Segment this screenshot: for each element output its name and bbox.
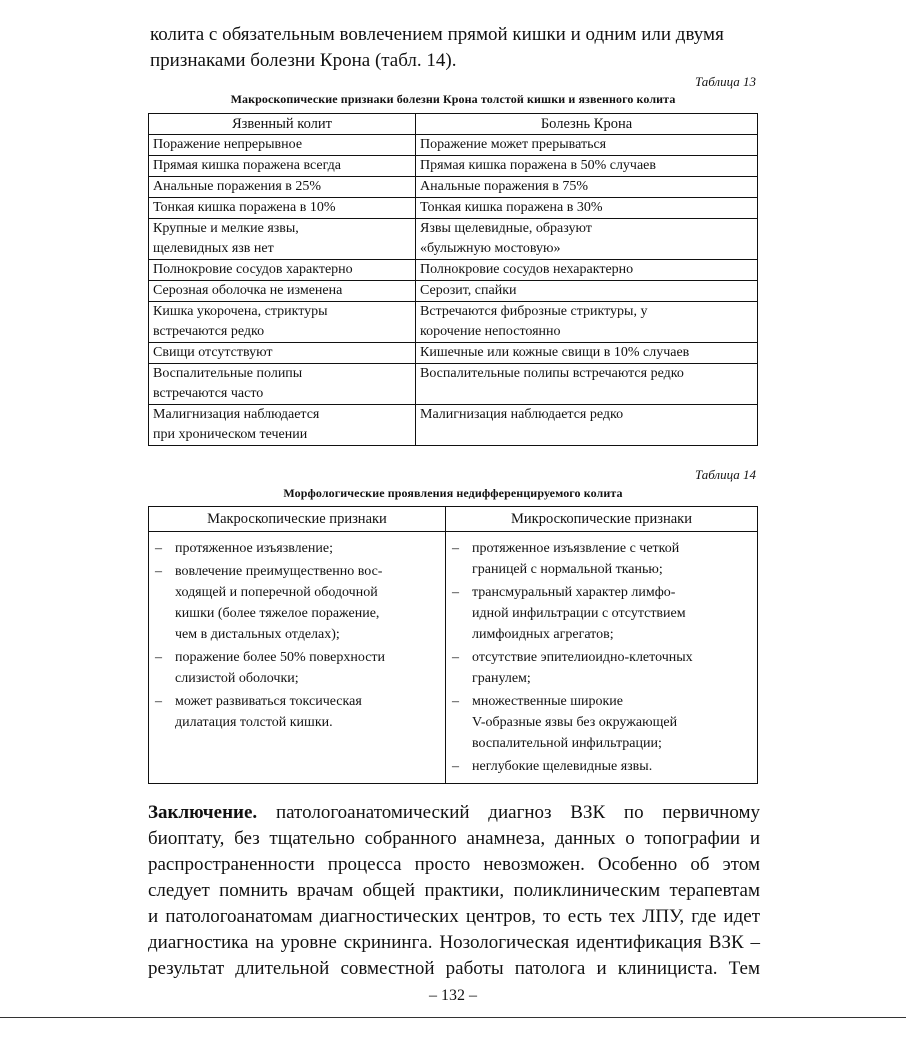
- cell-line: Анальные поражения в 75%: [420, 179, 589, 194]
- table-header-cell: Болезнь Крона: [416, 114, 758, 135]
- cell-line: Крупные и мелкие язвы,: [153, 221, 299, 236]
- bullet-line: границей с нормальной тканью;: [472, 562, 663, 577]
- bullet-line: – отсутствие эпителиоидно-клеточных: [472, 650, 693, 665]
- cell-line: Тонкая кишка поражена в 10%: [153, 200, 336, 215]
- table-header-cell: Макроскопические признаки: [149, 507, 446, 532]
- bullet-line: – множественные широкие: [472, 694, 624, 709]
- table-row: [149, 219, 758, 260]
- crohns-disease-cell: [416, 343, 758, 364]
- bullet-line: дилатация толстой кишки.: [175, 715, 333, 730]
- page-number: – 132 –: [429, 987, 477, 1004]
- cell-line: Поражение непрерывное: [153, 137, 303, 152]
- table-row: [149, 156, 758, 177]
- table-row: [149, 343, 758, 364]
- cell-line: Анальные поражения в 25%: [153, 179, 322, 194]
- conclusion-line: следует помнить врачам общей практики, поликлиническим терапевтам: [148, 880, 760, 901]
- bullet-line: V-образные язвы без окружающей: [472, 715, 678, 730]
- table-row: [149, 198, 758, 219]
- bullet-item: [450, 647, 753, 689]
- table-14-title: Морфологические проявления недифференцируемого колита: [283, 486, 623, 500]
- table-13: [148, 113, 758, 446]
- bullet-line: – неглубокие щелевидные язвы.: [472, 759, 653, 774]
- table-header-cell: Язвенный колит: [149, 114, 416, 135]
- crohns-disease-cell: [416, 135, 758, 156]
- bullet-line: ходящей и поперечной ободочной: [175, 585, 378, 600]
- bullet-line: – вовлечение преимущественно вос-: [175, 564, 383, 579]
- cell-line: Воспалительные полипы: [153, 366, 303, 381]
- bullet-line: слизистой оболочки;: [175, 671, 299, 686]
- cell-line: Кишка укорочена, стриктуры: [153, 304, 328, 319]
- conclusion-line: [148, 800, 760, 826]
- table-row: [149, 177, 758, 198]
- cell-line: Свищи отсутствуют: [153, 345, 273, 360]
- bullet-item: [153, 538, 441, 559]
- cell-line: Поражение может прерываться: [420, 137, 607, 152]
- microscopic-signs-cell: [446, 532, 758, 784]
- ulcerative-colitis-cell: [149, 260, 416, 281]
- ulcerative-colitis-cell: [149, 302, 416, 343]
- table-header-row: [149, 114, 758, 135]
- bullet-item: [450, 538, 753, 580]
- crohns-disease-cell: [416, 219, 758, 260]
- table-13-title: Макроскопические признаки болезни Крона толстой кишки и язвенного колита: [230, 92, 676, 106]
- cell-line: Малигнизация наблюдается: [153, 407, 320, 422]
- table-row: [149, 260, 758, 281]
- conclusion-heading: Заключение.: [148, 802, 258, 823]
- ulcerative-colitis-cell: [149, 198, 416, 219]
- table-13-body: [149, 135, 758, 446]
- bullet-item: [153, 561, 441, 645]
- cell-line: щелевидных язв нет: [153, 241, 274, 256]
- table-header-row: [149, 507, 758, 532]
- cell-line: встречаются часто: [153, 386, 264, 401]
- intro-line: колита с обязательным вовлечением прямой кишки и одним или двумя: [150, 24, 724, 45]
- cell-line: «булыжную мостовую»: [420, 241, 561, 256]
- table-row: [149, 405, 758, 446]
- cell-line: Воспалительные полипы встречаются редко: [420, 366, 684, 381]
- ulcerative-colitis-cell: [149, 156, 416, 177]
- table-row: [149, 281, 758, 302]
- cell-line: Малигнизация наблюдается редко: [420, 407, 624, 422]
- ulcerative-colitis-cell: [149, 343, 416, 364]
- conclusion-paragraph: [148, 800, 760, 982]
- crohns-disease-cell: [416, 405, 758, 446]
- ulcerative-colitis-cell: [149, 405, 416, 446]
- cell-line: Полнокровие сосудов характерно: [153, 262, 353, 277]
- crohns-disease-cell: [416, 198, 758, 219]
- ulcerative-colitis-cell: [149, 177, 416, 198]
- table-row: [149, 302, 758, 343]
- table-14-number: Таблица 14: [694, 467, 756, 482]
- cell-line: при хроническом течении: [153, 427, 308, 442]
- conclusion-line: биоптату, без тщательно собранного анамнеза, данных о топографии и: [148, 828, 760, 849]
- crohns-disease-cell: [416, 281, 758, 302]
- table-row: [149, 135, 758, 156]
- conclusion-line: распространенности процесса просто невозможен. Особенно об этом: [148, 854, 760, 875]
- cell-line: встречаются редко: [153, 324, 265, 339]
- cell-line: Прямая кишка поражена всегда: [153, 158, 341, 173]
- ulcerative-colitis-cell: [149, 281, 416, 302]
- crohns-disease-cell: [416, 364, 758, 405]
- bullet-line: лимфоидных агрегатов;: [472, 627, 614, 642]
- table-14: [148, 506, 758, 784]
- conclusion-line: и патологоанатомам диагностических центров, то есть тех ЛПУ, где идет: [148, 906, 760, 927]
- bullet-item: [153, 647, 441, 689]
- bottom-rule: [0, 1017, 906, 1018]
- table-13-number: Таблица 13: [694, 74, 756, 89]
- crohns-disease-cell: [416, 302, 758, 343]
- conclusion-line: результат длительной совместной работы патолога и клинициста. Тем: [148, 958, 760, 979]
- bullet-line: воспалительной инфильтрации;: [472, 736, 662, 751]
- conclusion-line: диагностика на уровне скрининга. Нозологическая идентификация ВЗК –: [148, 932, 760, 953]
- bullet-line: – может развиваться токсическая: [175, 694, 362, 709]
- cell-line: Серозит, спайки: [420, 283, 517, 298]
- bullet-line: – поражение более 50% поверхности: [175, 650, 386, 665]
- crohns-disease-cell: [416, 260, 758, 281]
- bullet-item: [153, 691, 441, 733]
- ulcerative-colitis-cell: [149, 135, 416, 156]
- ulcerative-colitis-cell: [149, 364, 416, 405]
- bullet-item: [450, 756, 753, 777]
- ulcerative-colitis-cell: [149, 219, 416, 260]
- cell-line: Язвы щелевидные, образуют: [420, 221, 592, 236]
- crohns-disease-cell: [416, 156, 758, 177]
- table-header-cell: Микроскопические признаки: [446, 507, 758, 532]
- bullet-item: [450, 582, 753, 645]
- cell-line: Кишечные или кожные свищи в 10% случаев: [420, 345, 690, 360]
- bullet-line: – протяженное изъязвление с четкой: [472, 541, 680, 556]
- bullet-line: кишки (более тяжелое поражение,: [175, 606, 380, 621]
- intro-paragraph: [150, 22, 760, 74]
- table-row: [149, 532, 758, 784]
- bullet-line: чем в дистальных отделах);: [175, 627, 340, 642]
- crohns-disease-cell: [416, 177, 758, 198]
- cell-line: Встречаются фиброзные стриктуры, у: [420, 304, 648, 319]
- bullet-line: – трансмуральный характер лимфо-: [472, 585, 676, 600]
- cell-line: Прямая кишка поражена в 50% случаев: [420, 158, 657, 173]
- conclusion-first-line-text: патологоанатомический диагноз ВЗК по первичному: [257, 802, 760, 823]
- cell-line: Полнокровие сосудов нехарактерно: [420, 262, 634, 277]
- bullet-item: [450, 691, 753, 754]
- conclusion-lines: [148, 826, 760, 982]
- cell-line: корочение непостоянно: [420, 324, 561, 339]
- bullet-line: идной инфильтрации с отсутствием: [472, 606, 686, 621]
- cell-line: Тонкая кишка поражена в 30%: [420, 200, 603, 215]
- bullet-line: гранулем;: [472, 671, 531, 686]
- table-row: [149, 364, 758, 405]
- macroscopic-signs-cell: [149, 532, 446, 784]
- intro-line: признаками болезни Крона (табл. 14).: [150, 50, 457, 71]
- cell-line: Серозная оболочка не изменена: [153, 283, 343, 298]
- bullet-line: – протяженное изъязвление;: [175, 541, 333, 556]
